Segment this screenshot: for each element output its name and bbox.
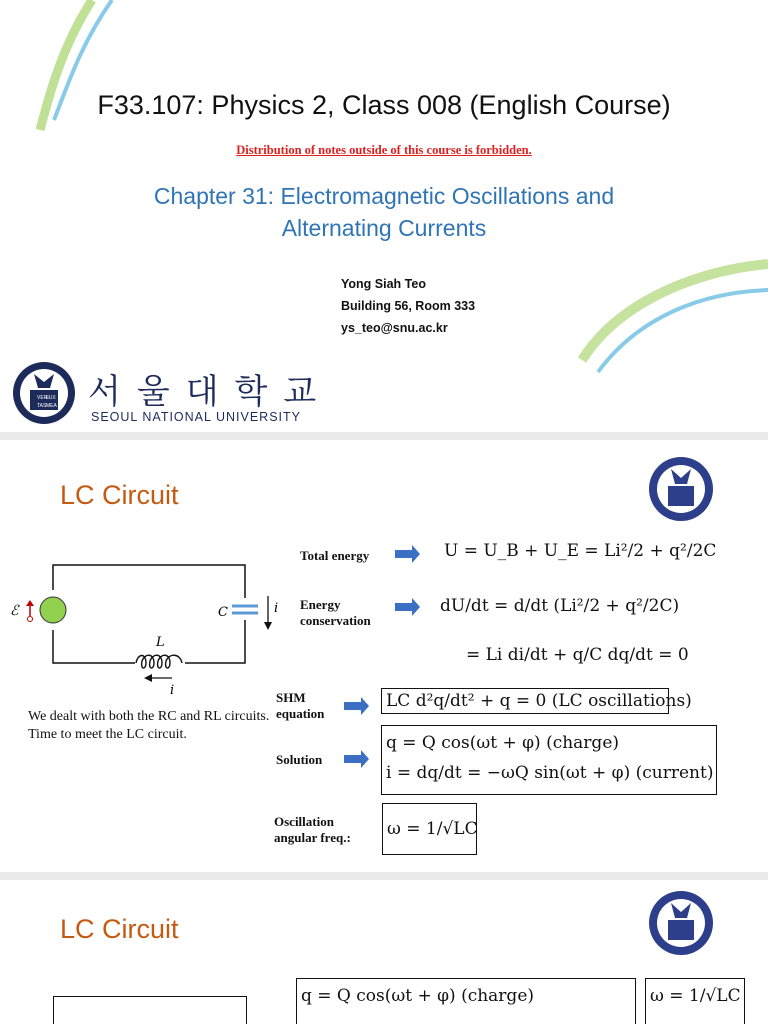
author-name: Yong Siah Teo	[341, 277, 426, 291]
lc-circuit-slide-2	[0, 880, 768, 1024]
chapter-title-line1: Chapter 31: Electromagnetic Oscillations and	[153, 183, 615, 209]
label-shm: SHM	[276, 690, 306, 705]
intro-text: We dealt with both the RC and RL circuits. Time to meet the LC circuit.	[28, 709, 270, 742]
label-conservation: conservation	[300, 613, 371, 628]
equation-charge: q = Q cos(ωt + φ) (charge)	[296, 978, 636, 1024]
title-slide	[0, 0, 768, 432]
slide-separator	[0, 432, 768, 440]
author-office: Building 56, Room 333	[341, 299, 476, 313]
logo-text-1: VERI	[37, 395, 49, 401]
lc-circuit-slide	[0, 440, 768, 872]
label-solution: Solution	[276, 752, 323, 767]
current-label-right: i	[274, 601, 279, 616]
label-oscillation: Oscillation	[274, 814, 334, 829]
label-energy-conservation	[300, 597, 371, 629]
equation-conservation-2: = Li di/dt + q/C dq/dt = 0	[466, 645, 689, 665]
slide-title: LC Circuit	[60, 914, 179, 944]
logo-text-3: TAS	[37, 403, 47, 409]
equation-angular-freq: ω = 1/√LC	[645, 978, 745, 1024]
arrow-icon	[344, 750, 369, 768]
chapter-title-line2: Alternating Currents	[281, 215, 487, 241]
equation-current: i = dq/dt = −ωQ sin(ωt + φ) (current)	[386, 763, 714, 783]
author-info	[341, 273, 475, 339]
current-label-bottom: i	[170, 683, 175, 698]
course-title: F33.107: Physics 2, Class 008 (English Course)	[97, 90, 671, 120]
arrow-icon	[395, 545, 420, 563]
circuit-outline	[53, 996, 247, 1024]
author-email: ys_teo@snu.ac.kr	[341, 321, 448, 335]
distribution-notice: Distribution of notes outside of this course is forbidden.	[236, 143, 532, 157]
snu-emblem-icon	[646, 454, 716, 524]
equation-conservation-1: dU/dt = d/dt (Li²/2 + q²/2C)	[440, 596, 680, 616]
logo-text-2: LUX	[46, 395, 56, 401]
lc-circuit-diagram	[0, 550, 290, 700]
logo-text-4: MEA	[46, 403, 57, 409]
equation-charge: q = Q cos(ωt + φ) (charge)	[386, 733, 620, 753]
university-name-english: SEOUL NATIONAL UNIVERSITY	[91, 410, 301, 424]
label-angular-freq: angular freq.:	[274, 830, 351, 845]
label-oscillation-freq	[274, 814, 351, 846]
solution-box	[381, 725, 717, 795]
label-equation: equation	[276, 706, 325, 721]
snu-emblem-icon	[10, 360, 78, 426]
university-name-korean: 서울대학교	[88, 372, 333, 412]
swoosh-blue-bottom	[598, 290, 768, 372]
snu-emblem-icon	[646, 888, 716, 958]
label-total-energy: Total energy	[300, 548, 370, 563]
arrow-icon	[344, 697, 369, 715]
emf-label: ℰ	[10, 603, 19, 619]
equation-angular-freq: ω = 1/√LC	[382, 803, 477, 855]
slide-title: LC Circuit	[60, 480, 179, 510]
arrow-icon	[395, 598, 420, 616]
capacitor-label: C	[218, 605, 228, 620]
inductor-label: L	[156, 635, 165, 650]
label-energy: Energy	[300, 597, 341, 612]
label-shm-equation	[276, 690, 324, 722]
slide-separator	[0, 872, 768, 880]
equation-total-energy: U = U_B + U_E = Li²/2 + q²/2C	[444, 541, 717, 561]
equation-shm: LC d²q/dt² + q = 0 (LC oscillations)	[381, 688, 669, 714]
chapter-title	[0, 180, 768, 244]
